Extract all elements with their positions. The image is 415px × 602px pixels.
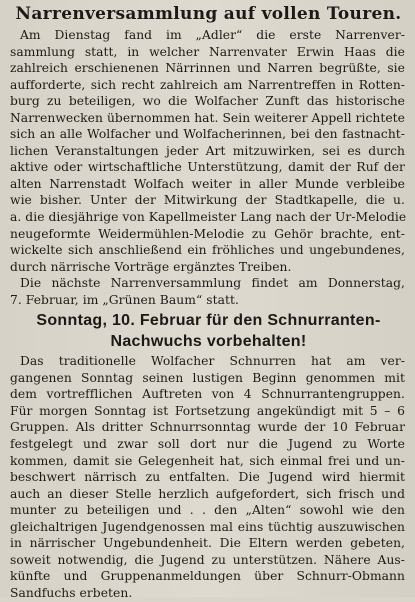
article2-line: in närrischer Ungebundenheit. Die Eltern werden gebeten,: [10, 536, 405, 551]
article1-line: aktive oder wirtschaftliche Unterstützung, damit der Ruf der: [10, 160, 405, 175]
article1-line: wickelte sich anschließend ein fröhliches und ungebundenes,: [10, 243, 405, 258]
article1-line: burg zu beteiligen, wo die Wolfacher Zunft das historische: [10, 94, 405, 109]
article2-line: Sandfuchs erbeten.: [10, 585, 133, 600]
article2-line: dem vortrefflichen Auftreten von 4 Schnurrantengruppen.: [10, 387, 405, 402]
article2-body: [10, 353, 405, 601]
article1-headline: Narrenversammlung auf vollen Touren.: [15, 4, 402, 24]
article1-line: neugeformte Weidermühlen-Melodie zu Gehör brachte, ent-: [10, 226, 405, 241]
article1-body: [10, 27, 405, 308]
article1-line: Narrenwecken übernommen hat. Sein weiterer Appell richtete: [10, 110, 405, 125]
article2-line: munter zu beteiligen und . . den „Alten“ sowohl wie den: [10, 503, 405, 518]
article2-line: kommen, damit sie Gelegenheit hat, sich einmal frei und un-: [10, 453, 405, 468]
article2-line: beschwert närrisch zu entfalten. Die Jugend wird hiermit: [10, 470, 405, 485]
article1-line: wie bisher. Unter der Mitwirkung der Stadtkapelle, die u.: [10, 193, 405, 208]
article1-line: aufforderte, sich recht zahlreich am Narrentreffen in Rotten-: [10, 77, 405, 92]
article1-line: zahlreich erschienenen Närrinnen und Narren begrüßte, sie: [10, 61, 405, 76]
article2-line: Für morgen Sonntag ist Fortsetzung angekündigt mit 5 – 6: [10, 403, 405, 418]
article1-line: alten Narrenstadt Wolfach weiter in aller Munde verbleibe: [10, 176, 405, 191]
article2-line: Gruppen. Als dritter Schnurrsonntag wurde der 10 Februar: [10, 420, 405, 435]
article2-line: Das traditionelle Wolfacher Schnurren hat am ver-: [20, 354, 405, 369]
article2-headline-line2: Nachwuchs vorbehalten!: [110, 333, 307, 351]
article1-line: durch närrische Vorträge ergänztes Treiben.: [10, 259, 292, 274]
article2-line: soweit notwendig, die Jugend zu unterstützen. Nähere Aus-: [10, 552, 405, 567]
article2-line: künfte und Gruppenanmeldungen über Schnurr-Obmann: [10, 569, 405, 584]
article1-line: 7. Februar, im „Grünen Baum“ statt.: [10, 292, 239, 307]
article1-line: Die nächste Narrenversammlung findet am Donnerstag,: [20, 276, 405, 291]
article2-line: auch an dieser Stelle herzlich aufgefordert, sich frisch und: [10, 486, 405, 501]
article1-line: lichen Veranstaltungen jeder Art mitzuwirken, sei es durch: [10, 143, 405, 158]
article1-line: a. die diesjährige von Kapellmeister Lang nach der Ur-Melodie: [10, 210, 407, 225]
article2-line: gleichaltrigen Jugendgenossen mal eins tüchtig auszuwischen: [10, 519, 405, 534]
article2-headline-line1: Sonntag, 10. Februar für den Schnurranten-: [36, 312, 381, 330]
article1-line: sich an alle Wolfacher und Wolfacherinnen, bei den fastnacht-: [10, 127, 405, 142]
article2-line: gangenen Sonntag seinen lustigen Beginn genommen mit: [10, 370, 405, 385]
article1-line: sammlung statt, in welcher Narrenvater Erwin Haas die: [10, 44, 405, 59]
article1-line: Am Dienstag fand im „Adler“ die erste Narrenver-: [20, 28, 405, 42]
article2-line: festgelegt und zwar soll dort nur die Jugend zu Worte: [10, 437, 405, 452]
